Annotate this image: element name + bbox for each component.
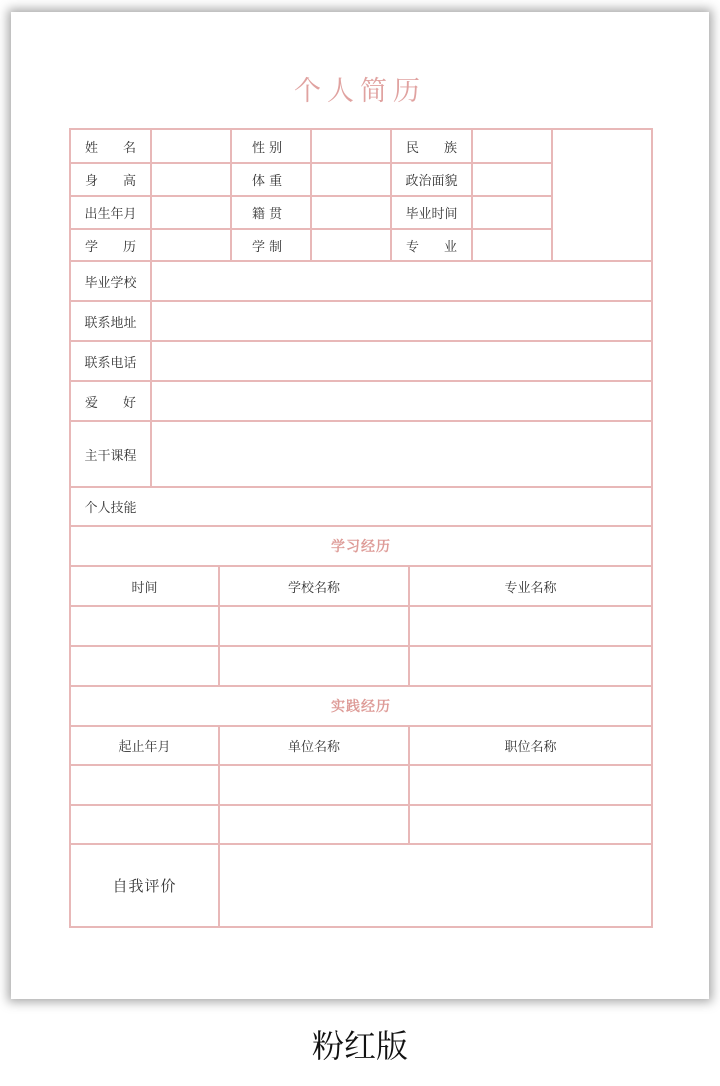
label-major-char-2: 业 [443,239,457,255]
label-political-status: 政治面貌 [405,174,458,189]
label-name [71,130,150,162]
height-field[interactable] [152,164,230,195]
label-name-char-1: 姓 [85,140,99,156]
gender-field[interactable] [312,130,390,162]
phone-field[interactable] [152,342,651,380]
study-section-title: 学习经历 [331,539,391,555]
practice-row-1-position[interactable] [410,766,651,804]
hobby-field[interactable] [152,382,651,420]
grid-line [69,926,653,928]
label-graduation-time: 毕业时间 [405,207,458,222]
schooling-length-field[interactable] [312,230,390,260]
study-row-1-time[interactable] [71,607,218,645]
skills-field[interactable] [152,488,651,525]
practice-section-title: 实践经历 [331,699,391,715]
practice-header-company: 单位名称 [287,740,340,755]
label-height-char-2: 高 [122,174,136,189]
label-major-char-1: 专 [406,239,420,255]
label-gender: 性 别 [252,140,283,156]
label-hobby [71,382,150,420]
label-birth-date: 出生年月 [84,207,137,222]
graduation-time-field[interactable] [473,197,551,228]
label-phone: 联系电话 [84,355,137,371]
label-education-char-2: 历 [122,239,136,255]
practice-header-period: 起止年月 [118,740,171,755]
label-weight: 体 重 [252,174,283,189]
main-courses-field[interactable] [152,422,651,486]
study-header-time: 时间 [131,580,158,596]
version-caption: 粉红版 [311,1027,408,1065]
label-native-place: 籍 贯 [252,207,283,222]
political-status-field[interactable] [473,164,551,195]
practice-row-1-period[interactable] [71,766,218,804]
name-field[interactable] [152,130,230,162]
practice-row-2-position[interactable] [410,806,651,843]
practice-row-2-period[interactable] [71,806,218,843]
study-header-school: 学校名称 [287,580,340,596]
label-ethnicity-char-1: 民 [406,140,420,156]
grid-line [651,128,653,928]
label-education [71,230,150,260]
label-skills: 个人技能 [84,501,137,516]
birth-date-field[interactable] [152,197,230,228]
label-height [71,164,150,195]
label-graduate-school: 毕业学校 [84,275,137,291]
label-address: 联系地址 [84,315,137,331]
study-row-2-time[interactable] [71,647,218,685]
label-schooling-length: 学 制 [252,239,283,255]
study-row-1-major[interactable] [410,607,651,645]
label-main-courses: 主干课程 [84,448,137,464]
graduate-school-field[interactable] [152,262,651,300]
label-major [392,230,471,260]
practice-row-2-company[interactable] [220,806,408,843]
ethnicity-field[interactable] [473,130,551,162]
address-field[interactable] [152,302,651,340]
label-height-char-1: 身 [85,174,99,189]
photo-area[interactable] [553,130,651,260]
study-row-2-major[interactable] [410,647,651,685]
study-row-1-school[interactable] [220,607,408,645]
major-field[interactable] [473,230,551,260]
native-place-field[interactable] [312,197,390,228]
page-title: 个人简历 [294,76,426,107]
label-hobby-char-2: 好 [122,395,136,411]
self-evaluation-field[interactable] [220,845,651,926]
label-ethnicity-char-2: 族 [443,140,457,156]
label-self-evaluation: 自我评价 [112,877,177,895]
weight-field[interactable] [312,164,390,195]
study-header-major: 专业名称 [504,580,557,596]
practice-row-1-company[interactable] [220,766,408,804]
education-field[interactable] [152,230,230,260]
label-name-char-2: 名 [122,140,136,156]
label-education-char-1: 学 [85,239,99,255]
study-row-2-school[interactable] [220,647,408,685]
label-ethnicity [392,130,471,162]
practice-header-position: 职位名称 [504,740,557,755]
label-hobby-char-1: 爱 [85,395,99,411]
